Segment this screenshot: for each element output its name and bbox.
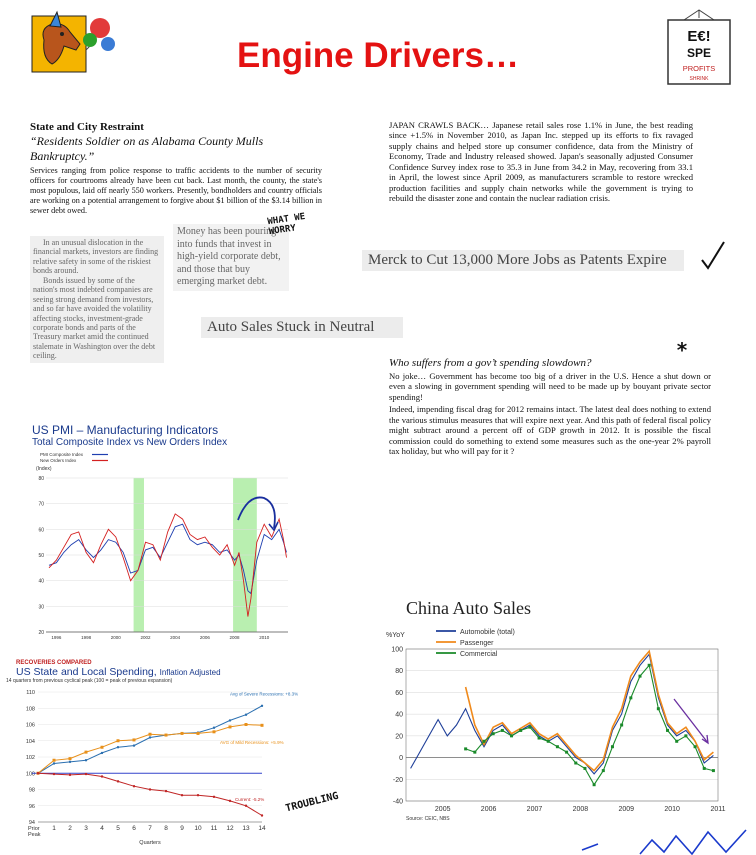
spending-x-tick: 13 [242,825,250,832]
spending-annotation-current: Current: -5.2% [235,796,265,802]
china-auto-sales-chart [384,598,724,820]
spending-x-tick-cont: Peak [28,832,41,838]
spending-mild-line [38,725,262,774]
state-city-subheading: “Residents Soldier on as Alabama County Mulls Bankruptcy.” [30,134,264,163]
china-commercial-point [684,734,687,737]
spending-y-tick: 98 [28,787,35,794]
china-commercial-point [593,783,596,786]
spending-chart-subtitle: 14 quarters from previous cyclical peak (100 = peak of previous expansion) [6,678,173,684]
bonds-clipping [30,236,164,363]
spending-severe-point [117,746,119,748]
china-source: Source: CEIC, NBS [406,816,450,822]
pmi-chart-svg [32,448,296,640]
spending-mild-point [229,725,232,728]
china-x-tick: 2011 [710,806,726,813]
china-commercial-point [464,747,467,750]
spending-mild-point [117,739,120,742]
china-commercial-point [583,767,586,770]
china-commercial-point [547,740,550,743]
state-local-spending-chart [6,660,299,850]
china-commercial-point [519,729,522,732]
china-commercial-point [528,726,531,729]
china-chart-svg [384,619,726,822]
spending-severe-point [69,761,71,763]
spending-chart-title-suffix: Inflation Adjusted [159,668,221,677]
china-y-tick: 60 [395,689,403,697]
spending-y-tick: 102 [25,755,35,761]
spending-severe-point [101,752,103,754]
japan-article: JAPAN CRAWLS BACK… Japanese retail sales rose 1.1% in June, the best reading since +1.5% in November 2010, as Japan Inc. stepped up its efforts to fix ravaged supply chains and helped store up consumer confidence, data from the Ministry of Economy, Trade and Industry released showed. Japan's seasonally adjusted Consumer Confidence Survey index rose to 35.3 in June from 34.2 in May, recovering from 33.1 in April, the lowest since April 2009, as manufacturers scramble to restore wrecked production facilities and supply chain networks while the government is trying to rebuild the disaster zone and contain the nuclear radiation crisis. [389,120,693,204]
scribble-decoration [580,826,750,855]
spending-current-point [101,775,103,777]
pmi-y-tick: 20 [38,630,44,636]
spending-mild-point [165,734,168,737]
spending-current-point [149,788,151,790]
spending-current-point [181,794,183,796]
spending-severe-point [213,727,215,729]
pmi-y-tick: 80 [38,476,44,482]
china-x-tick: 2006 [480,806,497,813]
china-x-tick: 2007 [526,806,543,813]
china-commercial-point [712,769,715,772]
pmi-x-tick: 1998 [81,635,92,640]
pmi-x-tick: 2006 [199,635,210,640]
spending-x-tick: 10 [194,825,202,832]
china-legend-label: Commercial [460,651,498,658]
state-city-body: Services ranging from police response to traffic accidents to the number of security officers for courtrooms already have been cut back. Last month, the county, the state's most populous, laid off nearly 550 workers. Presently, bondholders and country officials are working on a potential arrangement to forgive about $1 billion of the $3.14 billion in sewer debt owed. [30,166,322,215]
bonds-clipping-para1: In an unusual dislocation in the financial markets, investors are finding relative safety in some of the riskiest bonds around. [33,238,159,276]
spending-x-label: Quarters [139,840,161,846]
gov-para2: Indeed, impending fiscal drag for 2012 remains intact. The latest deal does nothing to extend the various stimulus measures that will expire next year. And this path of federal fiscal policy might subtract around a percent off of GDP growth in 2012. It is possible the fiscal commission could do something to extend some measures such as the one-year 2% payroll tax holiday, but who will pay for it ? [389,404,711,457]
spending-y-tick: 104 [25,738,35,745]
sign-line1: E€! [687,28,711,45]
spending-x-tick: 12 [226,825,234,832]
spending-mild-point [245,723,248,726]
spending-severe-point [245,714,247,716]
china-y-tick: -20 [392,776,403,784]
pmi-y-tick: 40 [38,578,44,585]
spending-current-point [261,814,263,816]
spending-chart-svg [6,684,299,846]
china-commercial-point [611,745,614,748]
china-commercial-point [620,724,623,727]
pmi-y-tick: 60 [38,527,44,534]
china-commercial-point [556,745,559,748]
spending-y-tick: 100 [25,771,35,778]
spending-severe-point [149,736,151,738]
china-commercial-point [492,732,495,735]
spending-mild-point [101,746,104,749]
china-y-tick: 20 [395,733,403,741]
spending-chart-kicker: RECOVERIES COMPARED [16,660,92,666]
spending-current-point [197,794,199,796]
spending-x-tick: 4 [100,825,104,832]
china-commercial-point [675,740,678,743]
spending-x-tick: 1 [52,825,56,832]
china-commercial-point [602,769,605,772]
pmi-y-label: (Index) [36,466,52,472]
spending-annotation-severe: Avg of Severe Recessions: +8.3% [230,691,299,697]
china-commercial-point [574,762,577,765]
china-commercial-point [648,664,651,667]
checkmark-icon [700,238,728,272]
handnote-worry: WHAT WE WORRY [266,211,306,238]
spending-current-point [229,800,231,802]
pmi-x-tick: 2000 [110,635,121,640]
pmi-x-tick: 2002 [140,635,151,640]
spending-severe-point [53,762,55,764]
china-commercial-point [694,745,697,748]
china-commercial-point [483,740,486,743]
spending-mild-point [53,759,56,762]
spending-x-tick: 9 [180,825,184,832]
spending-mild-point [261,724,264,727]
sign-line3: PROFITS [682,64,716,73]
gov-spending-article [389,356,711,457]
china-commercial-point [565,751,568,754]
spending-x-tick: 7 [148,825,152,832]
pmi-y-tick: 70 [38,501,44,508]
pmi-x-tick: 2008 [229,635,240,640]
pmi-chart [32,423,296,645]
pmi-x-tick: 2010 [259,635,270,640]
spending-current-point [245,805,247,807]
state-city-heading: State and City Restraint [30,121,144,133]
china-passenger-line [466,651,714,770]
spending-x-tick: Prior [28,826,40,832]
spending-mild-point [197,732,200,735]
spending-mild-point [149,733,152,736]
china-x-tick: 2010 [664,806,680,813]
spending-x-tick: 6 [132,825,136,832]
pmi-chart-title: US PMI – Manufacturing Indicators [32,423,219,437]
bonds-clipping-para2: Bonds issued by some of the nation's most indebted companies are seeing strong demand from investors, and so far have avoided the volatility affecting stocks, investment-grade corporate bonds and parts of the Treasury market amid the continued stalemate in Washington over the debt ceiling. [33,275,156,361]
pmi-legend-label: New Orders Index [40,458,77,463]
china-x-tick: 2008 [572,806,589,813]
spending-current-point [69,774,71,776]
spending-x-tick: 3 [84,825,88,832]
china-commercial-point [510,734,513,737]
spending-severe-point [85,759,87,761]
china-x-tick: 2009 [618,806,635,813]
spending-x-tick: 14 [258,825,266,832]
spending-current-point [85,773,87,775]
spending-y-tick: 110 [26,690,35,696]
pmi-x-tick: 2004 [170,635,181,640]
china-commercial-point [538,737,541,740]
spending-x-tick: 11 [210,825,218,832]
china-x-tick: 2005 [434,806,451,813]
china-plot-frame [406,649,718,801]
pmi-legend-label: PMI Composite Index [40,452,84,457]
pmi-y-tick: 50 [38,553,44,559]
spending-y-tick: 106 [25,722,35,729]
spending-severe-point [261,705,263,707]
spending-mild-point [213,730,216,733]
gov-heading: Who suffers from a gov’t spending slowdown? [389,357,592,369]
china-commercial-point [703,767,706,770]
china-legend-label: Automobile (total) [460,629,515,636]
spending-mild-point [133,738,136,741]
gov-para1: No joke… Government has become too big of a driver in the U.S. Hence a shut down or even a slowing in government spending will need to be made up by bouyant private sector spending! [389,371,711,402]
china-y-tick: 80 [395,668,403,676]
auto-sales-headline-clipping: Auto Sales Stuck in Neutral [201,317,403,338]
pmi-x-tick: 1996 [51,635,62,640]
spending-mild-point [69,757,72,760]
high-yield-quote-clipping: Money has been pouring into funds that invest in high-yield corporate debt, and those that buy emerging market debt. [173,224,289,291]
star-mark-icon: * [676,338,689,362]
spending-y-tick: 94 [28,820,35,826]
spending-chart-title: US State and Local Spending, [16,666,157,678]
sign-line2: SPE [686,46,712,60]
pmi-chart-subtitle: Total Composite Index vs New Orders Index [32,437,228,448]
spending-current-point [37,772,39,774]
state-city-article [30,121,322,216]
spending-x-tick: 5 [116,825,120,832]
spending-current-point [165,790,167,792]
spending-y-tick: 96 [28,803,35,810]
spending-current-point [117,780,119,782]
china-commercial-point [657,707,660,710]
china-y-tick: -40 [392,798,403,806]
spending-current-line [38,773,265,815]
merck-headline-clipping: Merck to Cut 13,000 More Jobs as Patents Expire [362,250,684,271]
pmi-y-tick: 30 [38,604,44,611]
spending-mild-point [85,751,88,754]
spending-x-tick: 8 [164,825,168,832]
china-chart-title: China Auto Sales [406,598,531,618]
spending-current-point [213,796,215,798]
china-commercial-point [473,751,476,754]
spending-x-tick: 2 [68,825,72,832]
china-commercial-point [639,675,642,678]
china-y-tick: 40 [395,711,403,719]
china-y-tick: 100 [391,646,403,654]
spending-y-tick: 108 [25,706,35,713]
china-commercial-point [501,729,504,732]
spending-annotation-mild: AVG of Mild Recessions: +5.9% [220,740,284,745]
spending-current-point [53,773,55,775]
handnote-troubling: TROUBLING [284,790,340,815]
spending-severe-point [133,744,135,746]
page-title: Engine Drivers… [236,36,520,75]
china-commercial-point [629,696,632,699]
sign-line4: SHRINK [689,76,709,82]
china-y-label: %YoY [386,632,405,639]
profits-shrink-sign [664,8,734,88]
spending-severe-point [229,719,231,721]
spending-mild-point [181,732,184,735]
spending-current-point [133,785,135,787]
china-commercial-point [666,729,669,732]
china-y-tick: 0 [399,755,403,763]
china-legend-label: Passenger [460,640,494,647]
